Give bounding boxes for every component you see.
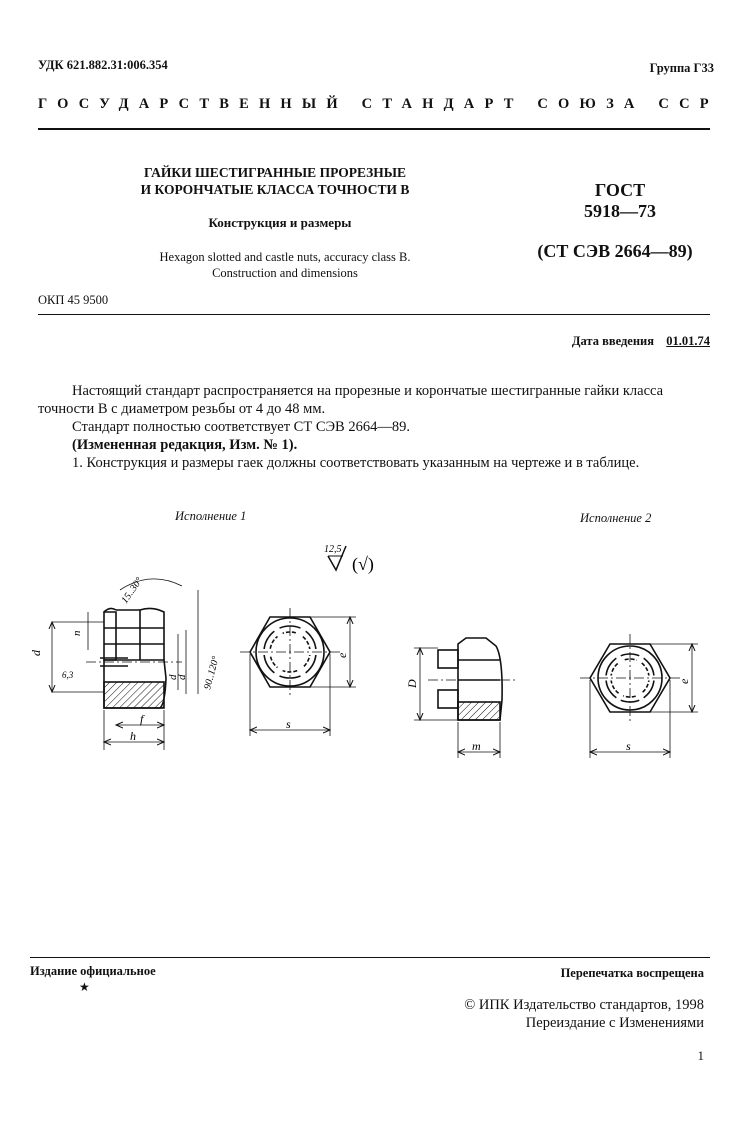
label-roughness-small: 6,3 [62,670,74,680]
variant-2-top-view [580,634,698,758]
label-s-2: s [626,739,631,753]
group-code: Группа Г33 [649,61,714,75]
label-D: D [405,679,419,688]
reprint-notice: Перепечатка воспрещена [560,966,704,980]
page-number: 1 [697,1048,704,1063]
header-rule [38,128,710,130]
roughness-value: 12,5 [324,544,342,555]
paragraph-3: (Измененная редакция, Изм. № 1). [72,437,298,453]
label-dw: d [176,674,188,680]
gost-designation [520,180,720,222]
title-ru [110,164,440,198]
variant-1-label: Исполнение 1 [175,509,247,523]
label-e-2: e [677,678,691,684]
paragraph-1-line1: Настоящий стандарт распространяется на прорезные и корончатые шестигранные гайки класса [72,383,664,399]
label-e-1: e [335,652,349,658]
label-f: f [140,712,144,726]
paragraph-1-line2: точности В с диаметром резьбы от 4 до 48 мм. [38,401,326,417]
label-angle: 90..120° [202,655,222,691]
title-en-line1: Hexagon slotted and castle nuts, accuracy class B. [159,250,411,264]
title-ru-line2: И КОРОНЧАТЫЕ КЛАССА ТОЧНОСТИ В [140,182,410,197]
copyright: © ИПК Издательство стандартов, 1998 [464,997,704,1013]
label-s-1: s [286,717,291,731]
gost-number: 5918—73 [584,201,656,221]
title-subtitle: Конструкция и размеры [208,215,352,230]
okp-code: ОКП 45 9500 [38,293,109,307]
official-edition: Издание официальное [30,964,156,978]
udk-code: УДК 621.882.31:006.354 [38,58,168,72]
title-rule [38,314,710,315]
title-ru-line1: ГАЙКИ ШЕСТИГРАННЫЕ ПРОРЕЗНЫЕ [143,165,407,180]
body-text [38,382,710,472]
variant-2-label: Исполнение 2 [580,511,652,525]
variant-2-side-view [414,638,518,758]
label-da: d [167,674,179,680]
label-m: m [472,739,481,753]
reissue-notice: Переиздание с Изменениями [525,1015,704,1031]
star-mark: ★ [79,980,90,994]
label-n: n [71,630,83,636]
label-h: h [130,729,136,743]
variant-1-top-view [240,608,356,736]
footer-rule [30,957,710,958]
roughness-paren: (√) [352,554,374,574]
intro-date-label: Дата введения [571,334,654,348]
gost-equivalent: (СТ СЭВ 2664—89) [537,241,693,261]
intro-date-value: 01.01.74 [666,334,710,348]
nut-drawing [0,530,744,780]
gost-label: ГОСТ [594,180,646,200]
paragraph-4: 1. Конструкция и размеры гаек должны соответствовать указанным на чертеже и в таблице. [72,455,640,471]
roughness-symbol [324,544,374,575]
title-en-line2: Construction and dimensions [212,266,358,280]
state-standard-heading: ГОСУДАРСТВЕННЫЙ СТАНДАРТ СОЮЗА ССР [38,96,719,112]
variant-1-side-view [52,579,198,750]
label-chamfer: 15..30° [119,575,146,606]
intro-date [572,334,710,349]
paragraph-2: Стандарт полностью соответствует СТ СЭВ 2664—89. [72,419,410,435]
title-en [110,249,460,281]
label-d: d [29,650,43,656]
